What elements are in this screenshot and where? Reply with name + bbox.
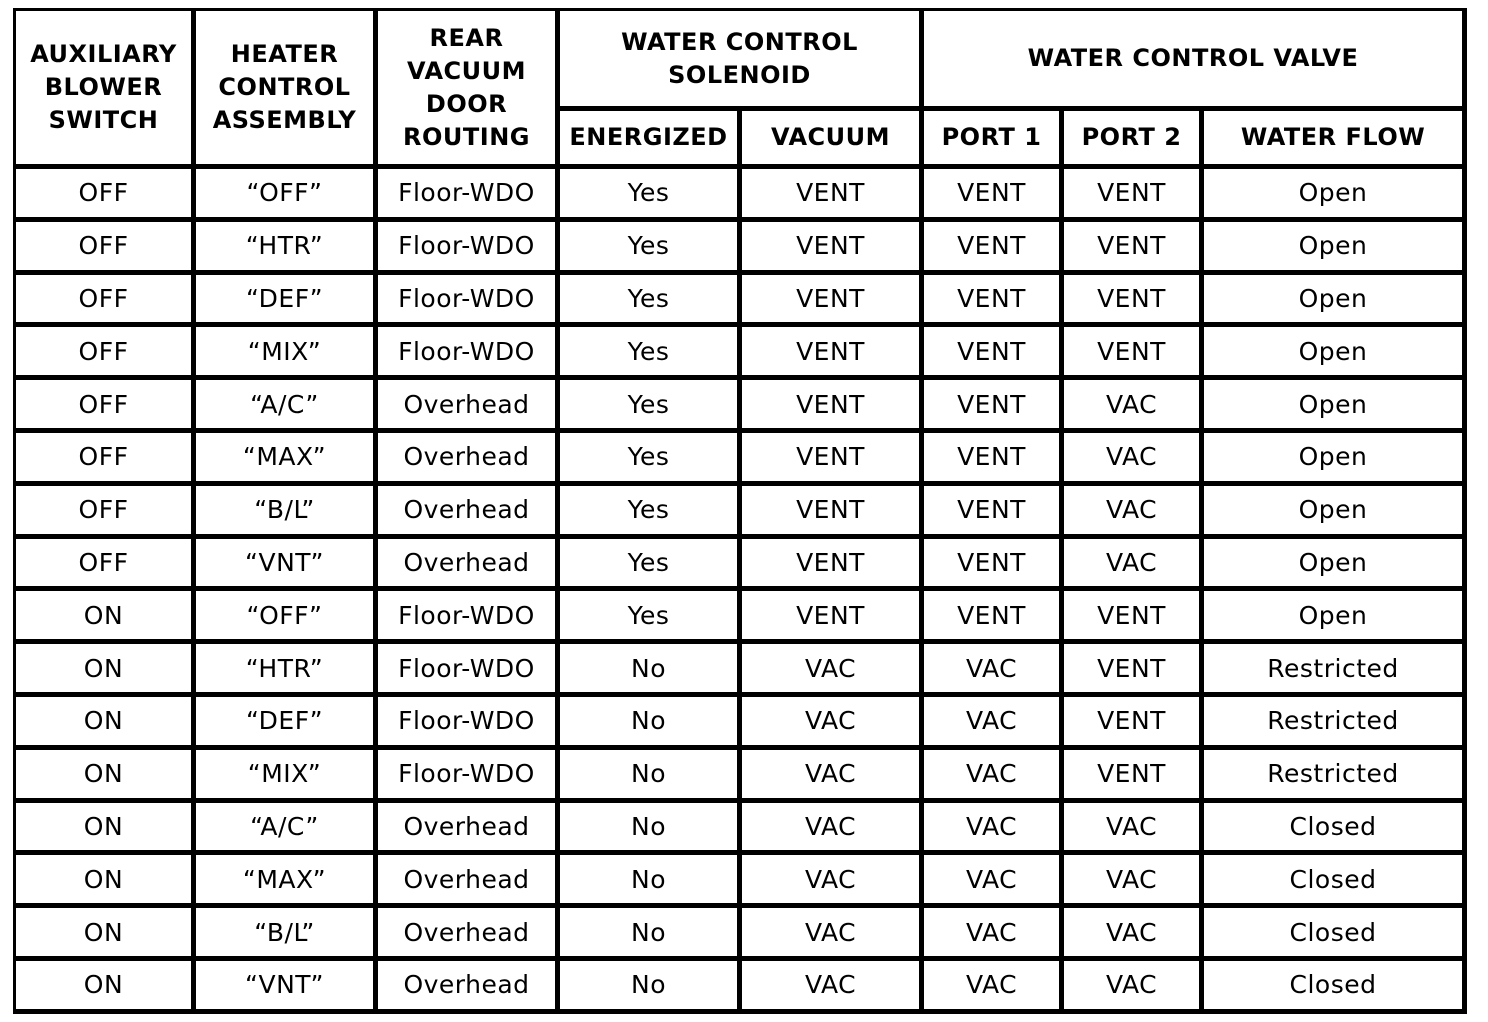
- cell-water-flow: Restricted: [1204, 697, 1467, 750]
- cell-vacuum: VAC: [742, 961, 924, 1014]
- cell-energized: Yes: [560, 486, 742, 539]
- table-row: [16, 327, 1467, 380]
- cell-door-routing: Overhead: [378, 486, 560, 539]
- header-line: HEATER: [230, 40, 339, 68]
- cell-port-1: VAC: [924, 697, 1064, 750]
- cell-energized: Yes: [560, 380, 742, 433]
- cell-aux-blower-switch: ON: [16, 644, 196, 697]
- cell-door-routing: Floor-WDO: [378, 169, 560, 222]
- header-aux-blower-switch: [16, 11, 196, 169]
- cell-water-flow: Open: [1204, 539, 1467, 592]
- header-energized: ENERGIZED: [560, 111, 742, 169]
- header-rear-vacuum-door-routing: [378, 11, 560, 169]
- table-row: [16, 855, 1467, 908]
- cell-heater-control: “B/L”: [196, 908, 378, 961]
- cell-port-2: VENT: [1064, 644, 1204, 697]
- cell-aux-blower-switch: ON: [16, 591, 196, 644]
- cell-water-flow: Open: [1204, 222, 1467, 275]
- cell-aux-blower-switch: ON: [16, 803, 196, 856]
- header-vacuum: VACUUM: [742, 111, 924, 169]
- cell-vacuum: VENT: [742, 433, 924, 486]
- cell-port-2: VAC: [1064, 380, 1204, 433]
- cell-water-flow: Restricted: [1204, 750, 1467, 803]
- cell-energized: Yes: [560, 327, 742, 380]
- cell-vacuum: VENT: [742, 380, 924, 433]
- cell-energized: No: [560, 908, 742, 961]
- cell-port-1: VENT: [924, 380, 1064, 433]
- table-row: [16, 539, 1467, 592]
- cell-heater-control: “MIX”: [196, 327, 378, 380]
- cell-heater-control: “OFF”: [196, 591, 378, 644]
- cell-energized: Yes: [560, 275, 742, 328]
- cell-vacuum: VENT: [742, 591, 924, 644]
- table-row: [16, 380, 1467, 433]
- table-row: [16, 222, 1467, 275]
- header-water-control-valve: WATER CONTROL VALVE: [924, 11, 1467, 111]
- cell-vacuum: VENT: [742, 275, 924, 328]
- cell-vacuum: VENT: [742, 222, 924, 275]
- cell-aux-blower-switch: ON: [16, 750, 196, 803]
- cell-port-1: VENT: [924, 275, 1064, 328]
- cell-aux-blower-switch: OFF: [16, 486, 196, 539]
- cell-heater-control: “HTR”: [196, 644, 378, 697]
- cell-energized: No: [560, 961, 742, 1014]
- header-line: BLOWER: [44, 73, 163, 101]
- cell-aux-blower-switch: OFF: [16, 539, 196, 592]
- cell-aux-blower-switch: OFF: [16, 433, 196, 486]
- cell-door-routing: Floor-WDO: [378, 327, 560, 380]
- cell-water-flow: Closed: [1204, 803, 1467, 856]
- cell-vacuum: VENT: [742, 169, 924, 222]
- header-water-flow: WATER FLOW: [1204, 111, 1467, 169]
- cell-door-routing: Overhead: [378, 539, 560, 592]
- table-body: [16, 169, 1467, 1014]
- cell-port-1: VAC: [924, 644, 1064, 697]
- cell-energized: No: [560, 803, 742, 856]
- cell-heater-control: “A/C”: [196, 380, 378, 433]
- cell-vacuum: VAC: [742, 855, 924, 908]
- cell-energized: Yes: [560, 433, 742, 486]
- cell-door-routing: Floor-WDO: [378, 697, 560, 750]
- cell-port-1: VENT: [924, 327, 1064, 380]
- table-row: [16, 750, 1467, 803]
- cell-door-routing: Overhead: [378, 433, 560, 486]
- cell-water-flow: Closed: [1204, 908, 1467, 961]
- cell-heater-control: “B/L”: [196, 486, 378, 539]
- cell-water-flow: Open: [1204, 275, 1467, 328]
- vacuum-routing-table: [13, 8, 1467, 1014]
- cell-port-2: VAC: [1064, 908, 1204, 961]
- header-water-control-solenoid: [560, 11, 924, 111]
- cell-port-2: VAC: [1064, 486, 1204, 539]
- table-row: [16, 486, 1467, 539]
- header-line: DOOR: [425, 89, 508, 118]
- cell-vacuum: VENT: [742, 539, 924, 592]
- table-row: [16, 697, 1467, 750]
- cell-aux-blower-switch: OFF: [16, 327, 196, 380]
- cell-aux-blower-switch: ON: [16, 961, 196, 1014]
- cell-water-flow: Open: [1204, 486, 1467, 539]
- cell-energized: Yes: [560, 539, 742, 592]
- cell-port-2: VENT: [1064, 222, 1204, 275]
- header-line: WATER CONTROL: [621, 27, 858, 56]
- cell-water-flow: Open: [1204, 169, 1467, 222]
- cell-aux-blower-switch: OFF: [16, 275, 196, 328]
- cell-heater-control: “DEF”: [196, 697, 378, 750]
- cell-port-1: VAC: [924, 803, 1064, 856]
- cell-port-2: VAC: [1064, 803, 1204, 856]
- cell-heater-control: “HTR”: [196, 222, 378, 275]
- cell-energized: Yes: [560, 591, 742, 644]
- header-line: SOLENOID: [668, 60, 811, 89]
- cell-port-2: VENT: [1064, 275, 1204, 328]
- cell-port-1: VENT: [924, 169, 1064, 222]
- cell-port-2: VAC: [1064, 961, 1204, 1014]
- cell-port-1: VENT: [924, 591, 1064, 644]
- table-row: [16, 591, 1467, 644]
- cell-heater-control: “VNT”: [196, 961, 378, 1014]
- cell-energized: No: [560, 855, 742, 908]
- cell-aux-blower-switch: ON: [16, 908, 196, 961]
- cell-vacuum: VAC: [742, 750, 924, 803]
- cell-aux-blower-switch: ON: [16, 697, 196, 750]
- cell-heater-control: “MIX”: [196, 750, 378, 803]
- cell-water-flow: Open: [1204, 591, 1467, 644]
- cell-water-flow: Closed: [1204, 961, 1467, 1014]
- cell-water-flow: Closed: [1204, 855, 1467, 908]
- cell-aux-blower-switch: OFF: [16, 169, 196, 222]
- cell-water-flow: Open: [1204, 327, 1467, 380]
- header-line: ASSEMBLY: [212, 106, 357, 134]
- table-row: [16, 433, 1467, 486]
- cell-port-2: VENT: [1064, 591, 1204, 644]
- cell-door-routing: Floor-WDO: [378, 750, 560, 803]
- cell-energized: No: [560, 644, 742, 697]
- cell-heater-control: “A/C”: [196, 803, 378, 856]
- cell-vacuum: VENT: [742, 486, 924, 539]
- cell-port-1: VENT: [924, 433, 1064, 486]
- table-row: [16, 644, 1467, 697]
- table-row: [16, 169, 1467, 222]
- cell-water-flow: Open: [1204, 433, 1467, 486]
- cell-port-1: VENT: [924, 486, 1064, 539]
- table-row: [16, 803, 1467, 856]
- cell-port-2: VENT: [1064, 697, 1204, 750]
- header-line: REAR: [429, 23, 504, 52]
- cell-port-1: VAC: [924, 855, 1064, 908]
- cell-port-1: VAC: [924, 908, 1064, 961]
- cell-door-routing: Overhead: [378, 803, 560, 856]
- cell-water-flow: Open: [1204, 380, 1467, 433]
- cell-heater-control: “VNT”: [196, 539, 378, 592]
- cell-door-routing: Floor-WDO: [378, 591, 560, 644]
- cell-port-1: VAC: [924, 961, 1064, 1014]
- cell-heater-control: “OFF”: [196, 169, 378, 222]
- cell-port-2: VENT: [1064, 327, 1204, 380]
- cell-vacuum: VAC: [742, 908, 924, 961]
- cell-vacuum: VAC: [742, 697, 924, 750]
- table-row: [16, 961, 1467, 1014]
- cell-heater-control: “MAX”: [196, 433, 378, 486]
- table-row: [16, 908, 1467, 961]
- cell-port-2: VENT: [1064, 169, 1204, 222]
- cell-door-routing: Overhead: [378, 961, 560, 1014]
- cell-door-routing: Overhead: [378, 855, 560, 908]
- header-row-top: [16, 11, 1467, 111]
- table-row: [16, 275, 1467, 328]
- header-line: CONTROL: [218, 73, 351, 101]
- cell-energized: No: [560, 750, 742, 803]
- header-line: SWITCH: [48, 106, 159, 134]
- cell-energized: Yes: [560, 222, 742, 275]
- cell-vacuum: VAC: [742, 803, 924, 856]
- cell-door-routing: Floor-WDO: [378, 644, 560, 697]
- cell-vacuum: VAC: [742, 644, 924, 697]
- cell-vacuum: VENT: [742, 327, 924, 380]
- header-heater-control-assembly: [196, 11, 378, 169]
- cell-port-1: VENT: [924, 222, 1064, 275]
- cell-door-routing: Overhead: [378, 908, 560, 961]
- cell-aux-blower-switch: ON: [16, 855, 196, 908]
- cell-aux-blower-switch: OFF: [16, 222, 196, 275]
- cell-energized: Yes: [560, 169, 742, 222]
- cell-door-routing: Floor-WDO: [378, 275, 560, 328]
- cell-heater-control: “DEF”: [196, 275, 378, 328]
- cell-port-2: VENT: [1064, 750, 1204, 803]
- cell-port-2: VAC: [1064, 539, 1204, 592]
- cell-door-routing: Floor-WDO: [378, 222, 560, 275]
- cell-heater-control: “MAX”: [196, 855, 378, 908]
- cell-port-2: VAC: [1064, 433, 1204, 486]
- cell-port-1: VAC: [924, 750, 1064, 803]
- cell-water-flow: Restricted: [1204, 644, 1467, 697]
- cell-port-2: VAC: [1064, 855, 1204, 908]
- cell-port-1: VENT: [924, 539, 1064, 592]
- cell-door-routing: Overhead: [378, 380, 560, 433]
- header-line: ROUTING: [403, 122, 530, 151]
- header-line: VACUUM: [407, 56, 526, 85]
- cell-aux-blower-switch: OFF: [16, 380, 196, 433]
- header-port-1: PORT 1: [924, 111, 1064, 169]
- header-port-2: PORT 2: [1064, 111, 1204, 169]
- header-line: AUXILIARY: [30, 40, 177, 68]
- cell-energized: No: [560, 697, 742, 750]
